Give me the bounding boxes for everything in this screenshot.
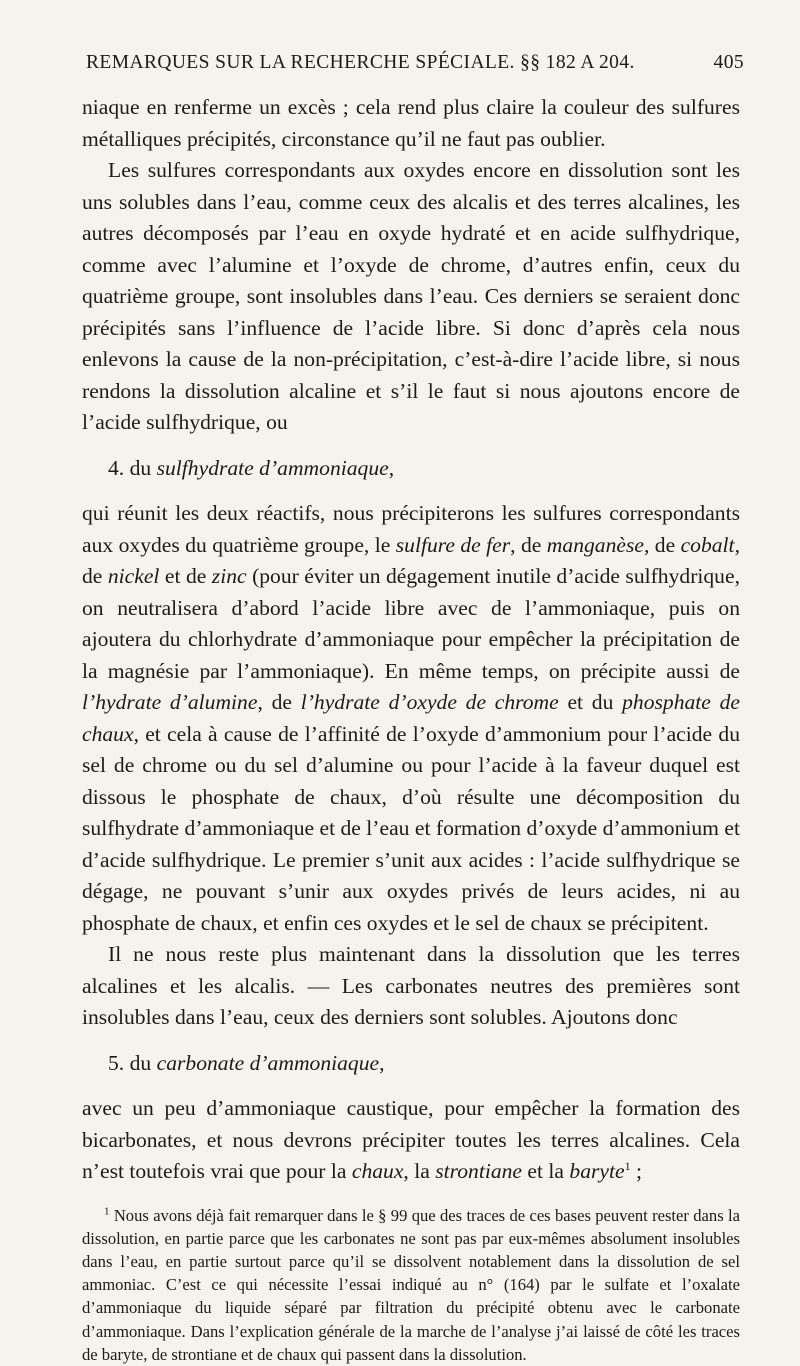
heading-reagent: carbonate d’ammoniaque [156,1050,380,1075]
paragraph: Il ne nous reste plus maintenant dans la dissolution que les terres alcalines et les alcalis. — Les carbonates neutres des premières sont insolubles dans l’eau, ceux des derniers sont solubles. Ajoutons donc [82,942,740,1029]
italic-term: sulfure de fer [395,532,511,557]
running-title: REMARQUES SUR LA RECHERCHE SPÉCIALE. §§ 182 A 204. [86,52,635,73]
heading-number: 5. [108,1050,125,1075]
italic-term: cobalt [680,532,735,557]
text-run: , de [82,532,740,588]
text-run: et de [164,564,207,588]
italic-term: zinc [211,564,247,588]
italic-term: manganèse [546,532,644,557]
page-number: 405 [713,52,744,73]
text-run: (pour éviter un dégagement inutile d’acide sulfhydrique, on neutralisera d’abord l’acide libre avec de l’ammoniaque, puis on ajoutera du chlorhydrate d’ammoniaque pour empêcher la précipitation de la magnésie par l’ammoniaque). En même temps, on précipite aussi de [82,564,740,683]
running-header [86,52,744,74]
italic-term: baryte [569,1159,625,1183]
footnote [82,1204,740,1366]
text-run: , la [403,1159,430,1183]
italic-term: l’hydrate d’oxyde de chrome [300,690,559,714]
paragraph [82,498,740,939]
text-run: ; [635,1159,642,1183]
italic-term: phosphate de chaux [82,690,741,746]
heading-punct: , [388,455,395,480]
italic-term: chaux [351,1159,404,1183]
footnote-mark: 1 [104,1204,110,1217]
italic-term: nickel [107,564,160,588]
footnote-text: Nous avons déjà fait remarquer dans le § 99 que des traces de ces bases peuvent rester dans la dissolution, en partie parce que les carbonates ne sont pas par eux-mêmes absolument insolubles dans l’eau, en partie surtout parce qu’il se dissolvent notablement dans la dissolution de sel ammoniac. C’est ce qui nécessite l’essai indiqué au n° (164) par le sulfate et l’oxalate d’ammoniaque du liquide séparé par filtration du précipité obtenu avec le carbonate d’ammoniaque. Dans l’explication générale de la marche de l’analyse j’ai laissé de côté les traces de baryte, de strontiane et de chaux qui passent dans la dissolution. [82,1205,740,1364]
text-run: qui réunit les deux réactifs, nous précipiterons les sulfures correspondants aux oxydes du quatrième groupe, le [82,501,740,557]
reagent-heading-5 [82,1048,740,1080]
heading-reagent: sulfhydrate d’ammoniaque [156,455,389,480]
heading-number: 4. [108,455,125,480]
heading-prefix: du [129,1050,152,1075]
text-run: , de [257,690,292,714]
text-run: , de [510,532,542,557]
text-run: et la [527,1159,564,1183]
italic-term: l’hydrate d’alumine [82,690,258,714]
reagent-heading-4 [82,453,740,485]
paragraph: niaque en renferme un excès ; cela rend plus claire la couleur des sulfures métalliques précipités, circonstance qu’il ne faut pas oublier. [82,95,740,151]
text-run: , de [643,532,676,557]
paragraph [82,1093,740,1188]
text-run: , et cela à cause de l’affinité de l’oxyde d’ammonium pour l’acide du sel de chrome ou du sel d’alumine ou pour l’acide à la faveur duquel est dissous le phosphate de chaux, d’où résulte une décomposition du sulfhydrate d’ammoniaque et de l’eau et formation d’oxyde d’ammonium et d’acide sulfhydrique. Le premier s’unit aux acides : l’acide sulfhydrique se dégage, ne pouvant s’unir aux oxydes privés de leurs acides, ni au phosphate de chaux, et enfin ces oxydes et le sel de chaux se précipitent. [82,721,740,935]
heading-punct: , [379,1050,385,1075]
text-run: et du [567,690,614,714]
paragraph: Les sulfures correspondants aux oxydes encore en dissolution sont les uns solubles dans l’eau, comme ceux des alcalis et des terres alcalines, les autres décomposés par l’eau en oxyde hydraté et en acide sulfhydrique, comme avec l’alumine et l’oxyde de chrome, d’autres enfin, ceux du quatrième groupe, sont insolubles dans l’eau. Ces derniers se seraient donc précipités sans l’influence de l’acide libre. Si donc d’après cela nous enlevons la cause de la non-précipitation, c’est-à-dire l’acide libre, si nous rendons la dissolution alcaline et s’il le faut si nous ajoutons encore de l’acide sulfhydrique, ou [82,158,740,434]
page-body [82,92,740,1366]
italic-term: strontiane [435,1159,522,1183]
text-run: avec un peu d’ammoniaque caustique, pour empêcher la formation des bicarbonates, et nous devrons précipiter toutes les terres alcalines. Cela n’est toutefois vrai que pour la [82,1096,740,1183]
footnote-reference: 1 [624,1158,631,1173]
heading-prefix: du [129,455,152,480]
